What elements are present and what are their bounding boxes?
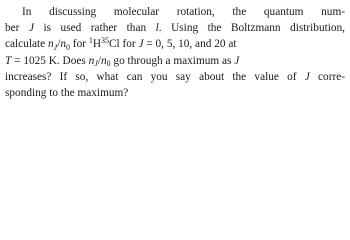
problem-text-segment: = 1025 K. Does — [11, 54, 89, 67]
subscript-J: J — [53, 42, 58, 52]
subscript-J: J — [94, 59, 98, 69]
subscript-0: 0 — [65, 42, 70, 52]
variable-J: J — [304, 70, 310, 83]
isotope-mass-35: 35 — [100, 35, 109, 45]
problem-line-4 — [5, 53, 345, 69]
problem-line-5 — [5, 69, 345, 85]
problem-text-segment: sponding to the maximum? — [5, 87, 129, 100]
problem-text-segment: is used rather than — [33, 22, 156, 35]
problem-line-6 — [5, 85, 345, 101]
subscript-0: 0 — [106, 59, 111, 69]
problem-text-segment: . Using the Boltzmann distribution, — [158, 22, 345, 35]
problem-line-1 — [5, 4, 345, 20]
problem-text-segment: calculate — [5, 38, 48, 51]
variable-J: J — [234, 54, 240, 67]
problem-text-segment: = 0, 5, 10, and 20 at — [143, 38, 237, 51]
variable-n: n — [88, 54, 95, 67]
isotope-mass-1: 1 — [88, 35, 93, 45]
problem-text-segment: Cl for — [108, 38, 139, 51]
slash: / — [57, 38, 61, 51]
variable-n: n — [47, 38, 54, 51]
variable-n: n — [60, 38, 66, 51]
slash: / — [97, 54, 101, 67]
problem-line-2 — [5, 20, 345, 36]
problem-line-3 — [5, 36, 345, 52]
problem-text — [5, 4, 345, 101]
variable-J: J — [28, 22, 34, 35]
variable-J: J — [138, 38, 144, 51]
element-H: H — [92, 38, 101, 51]
problem-text-segment: increases? If so, what can you say about the value of — [5, 70, 305, 83]
problem-text-segment: In discussing molecular rotation, the quantum num- — [22, 6, 345, 18]
variable-T: T — [5, 54, 12, 67]
problem-text-segment: go through a maximum as — [110, 54, 235, 67]
problem-text-segment: ber — [5, 22, 29, 35]
problem-text-segment: corre- — [309, 70, 345, 83]
variable-l: l — [155, 22, 159, 35]
problem-text-segment: for — [69, 38, 89, 51]
variable-n: n — [100, 54, 107, 67]
